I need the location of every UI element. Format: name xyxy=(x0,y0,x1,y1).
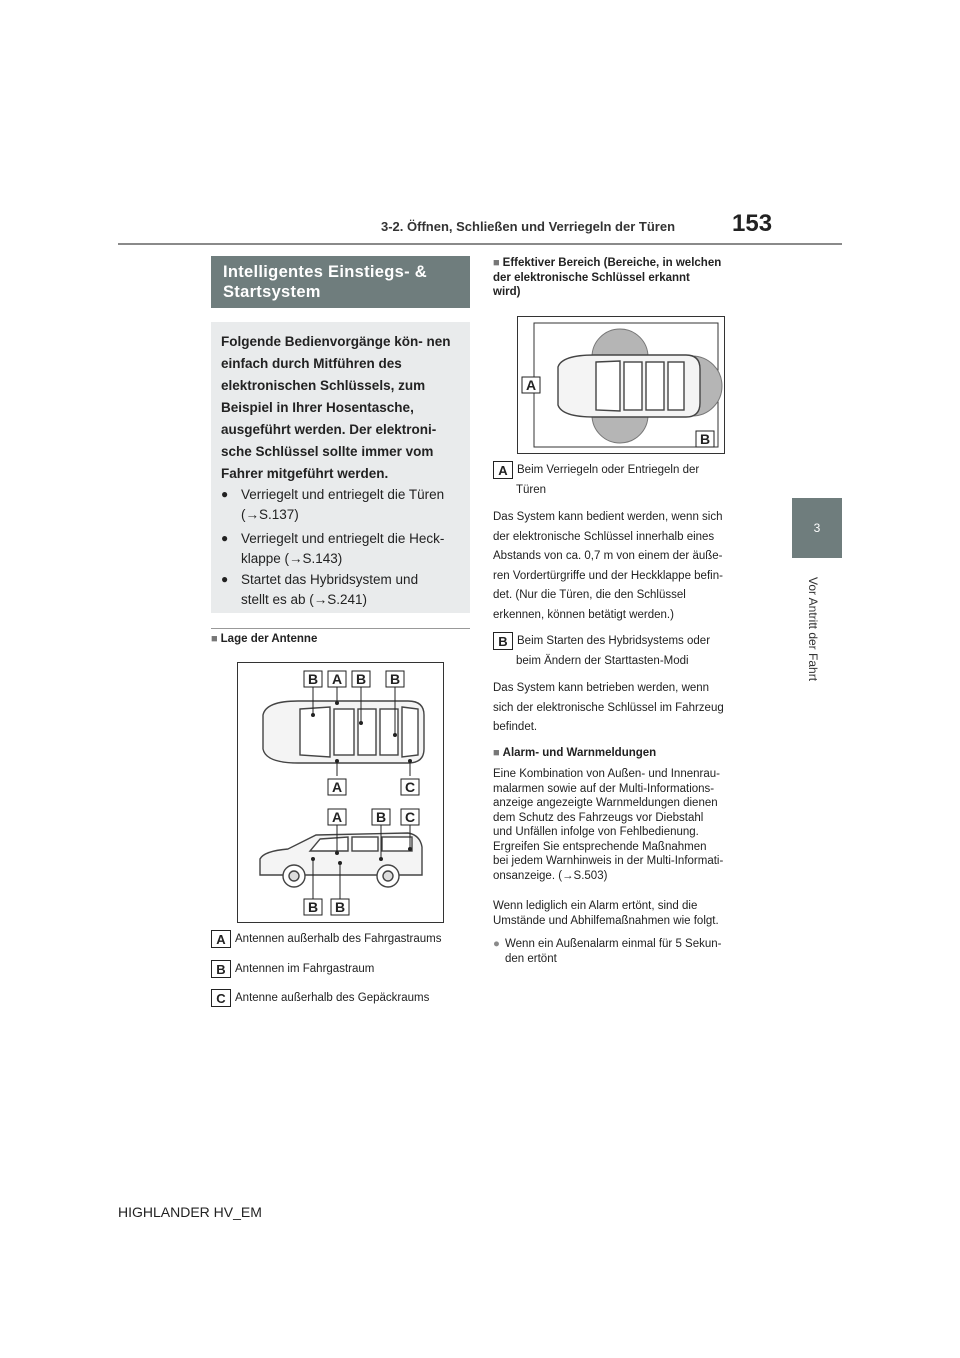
section-heading: Intelligentes Einstiegs- & Startsystem xyxy=(223,263,428,301)
antenna-location-figure xyxy=(237,662,444,923)
svg-text:B: B xyxy=(699,431,711,447)
range-item-b: B Beim Starten des Hybridsystems oder beim Ändern der Starttasten-Modi xyxy=(493,632,710,672)
svg-text:B: B xyxy=(375,809,387,825)
intro-box xyxy=(211,322,470,613)
svg-text:A: A xyxy=(331,809,343,825)
svg-text:B: B xyxy=(307,899,319,915)
svg-text:B: B xyxy=(307,671,319,687)
chapter-tab[interactable] xyxy=(792,498,842,558)
alarm-paragraph-2: Wenn lediglich ein Alarm ertönt, sind die Umstände und Abhilfemaßnahmen wie folgt. xyxy=(493,900,719,927)
range-diagram xyxy=(518,317,724,453)
legend-key: A xyxy=(493,461,513,479)
svg-text:C: C xyxy=(404,809,416,825)
svg-text:A: A xyxy=(525,377,537,393)
subheading-alarm: ■ Alarm- und Warnmeldungen xyxy=(493,747,657,759)
page-ref-link[interactable]: stellt es ab (→S.241) xyxy=(241,591,368,607)
legend-item: C Antenne außerhalb des Gepäckraums xyxy=(211,989,429,1007)
intro-text: Folgende Bedienvorgänge kön- nen einfach durch Mitführen des elektronischen Schlüssels, zum Beispiel in Ihrer Hosentasche, ausgeführt werden. Der elektroni- sche Schlüssel sollte immer vom Fahrer mitgeführt werden. xyxy=(221,334,451,481)
legend-item: B Antennen im Fahrgastraum xyxy=(211,960,374,978)
chapter-number: 3 xyxy=(813,521,821,535)
legend-key: B xyxy=(211,960,231,978)
header-rule xyxy=(118,243,842,245)
subheading-range: ■ Effektiver Bereich (Bereiche, in welchen der elektronische Schlüssel erkannt wird) xyxy=(493,257,722,298)
legend-key: A xyxy=(211,930,231,948)
page-number: 153 xyxy=(732,210,773,237)
page-ref-link[interactable]: (→S.137) xyxy=(241,506,299,522)
page-ref-link[interactable]: onsanzeige. (→S.503) xyxy=(493,869,608,882)
intro-bullet: ● Startet das Hybridsystem und stellt es ab (→S.241) xyxy=(221,572,419,607)
bullet-dot-icon: ● xyxy=(493,938,500,950)
range-figure xyxy=(517,316,725,454)
range-item-b-desc: Das System kann betrieben werden, wenn sich der elektronische Schlüssel im Fahrzeug befindet. xyxy=(493,682,724,733)
section-title: 3-2. Öffnen, Schließen und Verriegeln der Türen xyxy=(381,219,676,234)
svg-text:B: B xyxy=(355,671,367,687)
section-heading-box xyxy=(211,256,470,308)
subheading-antenna: ■ Lage der Antenne xyxy=(211,633,318,645)
svg-text:B: B xyxy=(389,671,401,687)
intro-bullet: ● Verriegelt und entriegelt die Türen (→S.137) xyxy=(221,487,445,522)
intro-bullet: ● Verriegelt und entriegelt die Heck- klappe (→S.143) xyxy=(221,531,445,566)
alarm-bullet: ● Wenn ein Außenalarm einmal für 5 Sekun- den ertönt xyxy=(493,938,722,965)
svg-text:A: A xyxy=(331,779,343,795)
chapter-label: Vor Antritt der Fahrt xyxy=(806,576,820,681)
footer-model: HIGHLANDER HV_EM xyxy=(118,1204,262,1220)
svg-text:B: B xyxy=(334,899,346,915)
antenna-diagram xyxy=(238,663,443,922)
legend-key: B xyxy=(493,632,513,650)
range-item-a-desc: Das System kann bedient werden, wenn sich der elektronische Schlüssel innerhalb eines Abstands von ca. 0,7 m von einem der äuße- ren Vordertürgriffe und der Heckklappe befin- det. (Nur die Türen, die den Schlüssel erkennen, können betätigt werden.) xyxy=(493,511,723,621)
svg-text:C: C xyxy=(404,779,416,795)
svg-text:A: A xyxy=(331,671,343,687)
page-ref-link[interactable]: klappe (→S.143) xyxy=(241,550,343,566)
alarm-paragraph: Eine Kombination von Außen- und Innenrau- malarmen sowie auf der Multi-Informations- anzeige angezeigte Warnmeldungen dienen dem Schutz des Fahrzeugs vor Diebstahl und Unfällen infolge von Fehlbedienung. Ergreifen Sie entsprechende Maßnahmen bei jedem Warnhinweis in der Multi-Informati- onsanzeige. (→S.503) xyxy=(493,767,755,883)
section-divider xyxy=(211,628,470,629)
range-item-a: A Beim Verriegeln oder Entriegeln der Türen xyxy=(493,461,699,501)
legend-key: C xyxy=(211,989,231,1007)
legend-item: A Antennen außerhalb des Fahrgastraums xyxy=(211,930,441,948)
